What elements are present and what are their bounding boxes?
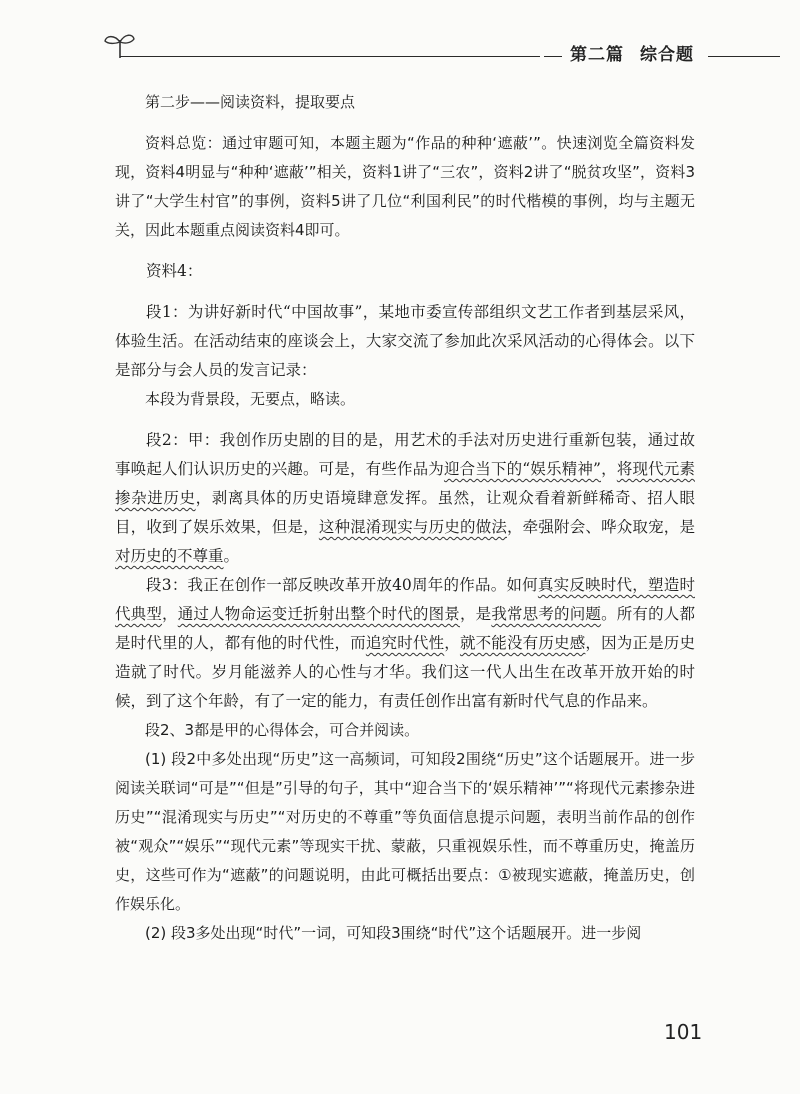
- header-section: 综合题: [640, 45, 694, 65]
- underlined-phrase: 将现代元素掺杂进历史: [115, 460, 695, 507]
- paragraph-1: 段1：为讲好新时代“中国故事”，某地市委宣传部组织文艺工作者到基层采风，体验生活。在活动结束的座谈会上，大家交流了参加此次采风活动的心得体会。以下是部分与会人员的发言记录：: [115, 303, 695, 379]
- text-span: 段3：我正在创作一部反映改革开放40周年的作品。如何: [146, 576, 538, 594]
- merge-note: 段2、3都是甲的心得体会，可合并阅读。: [145, 721, 420, 739]
- paragraph-1-note: 本段为背景段，无要点，略读。: [145, 390, 356, 408]
- sprout-icon: [100, 30, 140, 66]
- text-span: ，: [444, 634, 460, 652]
- material-label: 资料4：: [146, 262, 203, 280]
- underlined-phrase: 迎合当下的“娱乐精神”: [443, 460, 601, 478]
- header-rule-dash: [544, 56, 562, 57]
- header-rule-left: [120, 56, 540, 57]
- underlined-phrase: 这种混淆现实与历史的做法: [318, 518, 507, 536]
- paragraph-2: [115, 426, 695, 571]
- text-span: ，剥离具体的历史语境肆意发挥。虽然，让观众看着新鲜稀奇、招人眼目，收到了娱乐效果，但是，: [115, 489, 695, 536]
- analysis-2: (2) 段3多处出现“时代”一词，可知段3围绕“时代”这个话题展开。进一步阅: [145, 924, 642, 942]
- header-part: 第二篇: [570, 45, 624, 65]
- underlined-phrase: 追究时代性: [365, 634, 445, 652]
- underlined-phrase: 对历史的不尊重: [115, 547, 224, 565]
- header-title: [570, 40, 710, 70]
- text-span: ，是: [459, 605, 492, 623]
- underlined-phrase: 真实反映时代，塑造时代典型: [115, 576, 695, 623]
- text-span: 。: [223, 547, 240, 565]
- step-title: 第二步——阅读资料，提取要点: [145, 93, 356, 111]
- text-span: ，: [162, 605, 178, 623]
- text-span: ，牵强附会、哗众取宠，是: [507, 518, 695, 536]
- page-header: [100, 30, 780, 66]
- analysis-1: (1) 段2中多处出现“历史”这一高频词，可知段2围绕“历史”这个话题展开。进一步阅读关联词“可是”“但是”引导的句子，其中“迎合当下的‘娱乐精神’”“将现代元素掺杂进历史”“混淆现实与历史”“对历史的不尊重”等负面信息提示问题，表明当前作品的创作被“观众”“娱乐”“现代元素”等现实干扰、蒙蔽，只重视娱乐性，而不尊重历史，掩盖历史，这些可作为“遮蔽”的问题说明，由此可概括出要点：①被现实遮蔽，掩盖历史，创作娱乐化。: [115, 750, 695, 913]
- paragraph-3: [115, 571, 695, 716]
- underlined-phrase: 就不能没有历史感: [459, 634, 586, 652]
- page-number: 101: [664, 1020, 703, 1044]
- page-body: [115, 88, 695, 948]
- overview-paragraph: 资料总览：通过审题可知，本题主题为“作品的种种‘遮蔽’”。快速浏览全篇资料发现，资料4明显与“种种‘遮蔽’”相关，资料1讲了“三农”，资料2讲了“脱贫攻坚”，资料3讲了“大学生村官”的事例，资料5讲了几位“利国利民”的时代楷模的事例，均与主题无关，因此本题重点阅读资料4即可。: [115, 134, 695, 239]
- text-span: ，: [600, 460, 617, 478]
- underlined-phrase: 我常思考的问题: [491, 605, 602, 623]
- text-span: 。所有的人都是时代里的人，都有他的时代性，而: [115, 605, 695, 652]
- text-span: 段2：甲：我创作历史剧的目的是，用艺术的手法对历史进行重新包装，通过故事唤起人们认识历史的兴趣。可是，有些作品为: [115, 431, 695, 478]
- underlined-phrase: 通过人物命运变迁折射出整个时代的图景: [177, 605, 460, 623]
- text-span: ，因为正是历史造就了时代。岁月能滋养人的心性与才华。我们这一代人出生在改革开放开始的时候，到了这个年龄，有了一定的能力，有责任创作出富有新时代气息的作品来。: [115, 634, 695, 710]
- header-rule-right: [708, 56, 780, 57]
